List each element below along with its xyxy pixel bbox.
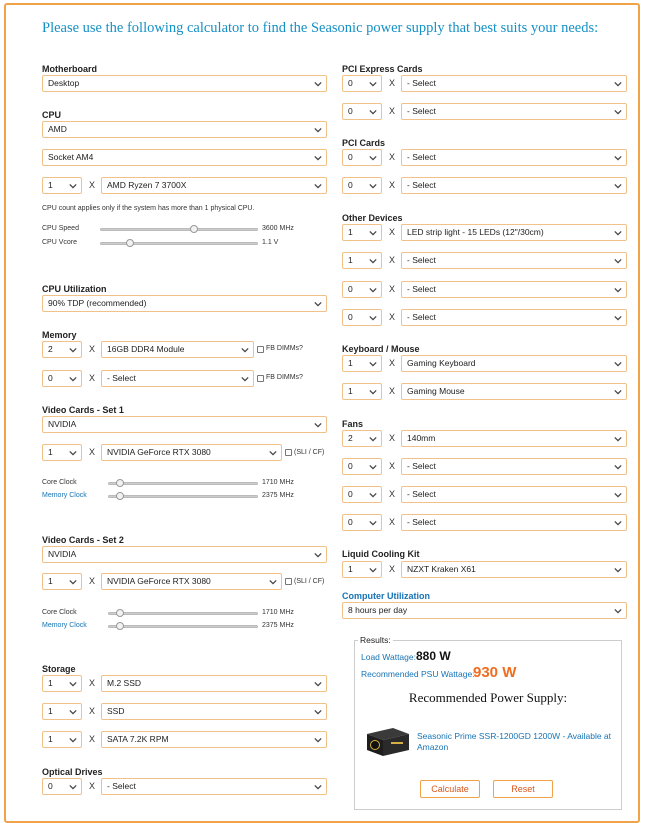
storage-count-value: 1 <box>48 678 53 688</box>
chevron-down-icon <box>314 154 322 162</box>
motherboard-select[interactable] <box>42 75 327 92</box>
times-separator: X <box>89 576 96 586</box>
cpu-socket-value: Socket AM4 <box>48 152 94 162</box>
times-separator: X <box>89 373 96 383</box>
video-set2-count-value: 1 <box>48 576 53 586</box>
chevron-down-icon <box>314 421 322 429</box>
video-set1-count-select[interactable] <box>42 444 82 461</box>
chevron-down-icon <box>369 286 377 294</box>
times-separator: X <box>389 433 396 443</box>
chevron-down-icon <box>614 360 622 368</box>
video-set1-model-value: NVIDIA GeForce RTX 3080 <box>107 447 211 457</box>
memory-clock-slider[interactable] <box>108 625 258 628</box>
core-clock-label: Core Clock <box>42 609 77 616</box>
cpu-count-note: CPU count applies only if the system has more than 1 physical CPU. <box>42 205 255 212</box>
recommended-power-supply-title: Recommended Power Supply: <box>408 690 568 705</box>
optical-count-select[interactable] <box>42 778 82 795</box>
chevron-down-icon <box>614 257 622 265</box>
storage-type-value: M.2 SSD <box>107 678 142 688</box>
chevron-down-icon <box>69 708 77 716</box>
pcie-card-value: - Select <box>407 106 436 116</box>
slider-handle[interactable] <box>116 622 124 630</box>
liquid-cooling-select[interactable] <box>401 561 627 578</box>
storage-type-select[interactable] <box>101 731 327 748</box>
chevron-down-icon <box>314 783 322 791</box>
chevron-down-icon <box>69 680 77 688</box>
pci-count-select[interactable] <box>342 149 382 166</box>
other-device-value: - Select <box>407 312 436 322</box>
sli-cf-label: (SLI / CF) <box>294 449 325 456</box>
core-clock-label: Core Clock <box>42 479 77 486</box>
kbm-count-value: 1 <box>348 358 353 368</box>
load-wattage-value: 880 W <box>416 649 451 663</box>
cpu-speed-slider[interactable] <box>100 228 258 231</box>
times-separator: X <box>389 152 396 162</box>
video-set1-brand-select[interactable] <box>42 416 327 433</box>
memory-count-value: 2 <box>48 344 53 354</box>
cpu-utilization-value: 90% TDP (recommended) <box>48 298 147 308</box>
other-device-select[interactable] <box>401 281 627 298</box>
chevron-down-icon <box>614 566 622 574</box>
video-set1-count-value: 1 <box>48 447 53 457</box>
fan-size-value: - Select <box>407 517 436 527</box>
computer-utilization-select[interactable] <box>342 602 627 619</box>
pci-cards-label: PCI Cards <box>342 138 386 148</box>
chevron-down-icon <box>614 229 622 237</box>
times-separator: X <box>389 312 396 322</box>
other-device-value: - Select <box>407 255 436 265</box>
slider-handle[interactable] <box>190 225 198 233</box>
other-device-select[interactable] <box>401 224 627 241</box>
chevron-down-icon <box>369 154 377 162</box>
storage-type-select[interactable] <box>101 675 327 692</box>
pci-count-select[interactable] <box>342 177 382 194</box>
cpu-vcore-slider[interactable] <box>100 242 258 245</box>
video-set1-brand-value: NVIDIA <box>48 419 77 429</box>
storage-type-value: SSD <box>107 706 125 716</box>
liquid-cooling-label: Liquid Cooling Kit <box>342 549 420 559</box>
storage-type-select[interactable] <box>101 703 327 720</box>
cpu-utilization-select[interactable] <box>42 295 327 312</box>
liquid-count-value: 1 <box>348 564 353 574</box>
chevron-down-icon <box>614 388 622 396</box>
computer-utilization-label: Computer Utilization <box>342 591 430 601</box>
chevron-down-icon <box>369 80 377 88</box>
kbm-count-select[interactable] <box>342 355 382 372</box>
chevron-down-icon <box>269 449 277 457</box>
sli-cf-label: (SLI / CF) <box>294 578 325 585</box>
memory-label: Memory <box>42 330 77 340</box>
chevron-down-icon <box>614 519 622 527</box>
sli-cf-checkbox[interactable] <box>285 449 292 456</box>
chevron-down-icon <box>614 607 622 615</box>
times-separator: X <box>389 106 396 116</box>
chevron-down-icon <box>369 360 377 368</box>
fb-dimms-label: FB DIMMs? <box>266 345 303 352</box>
times-separator: X <box>89 180 96 190</box>
psu-product-image[interactable] <box>363 720 411 760</box>
chevron-down-icon <box>369 182 377 190</box>
mouse-select[interactable] <box>401 383 627 400</box>
pci-count-value: 0 <box>348 152 353 162</box>
times-separator: X <box>89 678 96 688</box>
optical-type-select[interactable] <box>101 778 327 795</box>
liquid-count-select[interactable] <box>342 561 382 578</box>
chevron-down-icon <box>241 346 249 354</box>
video-set1-model-select[interactable] <box>101 444 282 461</box>
times-separator: X <box>89 447 96 457</box>
chevron-down-icon <box>69 578 77 586</box>
slider-handle[interactable] <box>116 609 124 617</box>
fan-count-value: 0 <box>348 461 353 471</box>
chevron-down-icon <box>314 680 322 688</box>
other-count-value: 0 <box>348 284 353 294</box>
pcie-count-value: 0 <box>348 106 353 116</box>
fan-count-value: 0 <box>348 517 353 527</box>
chevron-down-icon <box>69 783 77 791</box>
pci-card-select[interactable] <box>401 177 627 194</box>
memory-count-value: 0 <box>48 373 53 383</box>
chevron-down-icon <box>269 578 277 586</box>
storage-count-select[interactable] <box>42 703 82 720</box>
liquid-cooling-value: NZXT Kraken X61 <box>407 564 476 574</box>
video-set2-model-select[interactable] <box>101 573 282 590</box>
cpu-vcore-label: CPU Vcore <box>42 239 78 246</box>
other-count-select[interactable] <box>342 252 382 269</box>
keyboard-select[interactable] <box>401 355 627 372</box>
motherboard-label: Motherboard <box>42 64 97 74</box>
pcie-count-select[interactable] <box>342 75 382 92</box>
fan-size-select[interactable] <box>401 514 627 531</box>
psu-product-icon <box>363 720 411 760</box>
fan-count-select[interactable] <box>342 430 382 447</box>
page-heading: Please use the following calculator to find the Seasonic power supply that best suits your needs: <box>42 20 599 36</box>
chevron-down-icon <box>69 182 77 190</box>
chevron-down-icon <box>314 182 322 190</box>
cpu-socket-select[interactable] <box>42 149 327 166</box>
other-count-select[interactable] <box>342 309 382 326</box>
chevron-down-icon <box>614 463 622 471</box>
other-count-value: 1 <box>348 255 353 265</box>
other-device-value: - Select <box>407 284 436 294</box>
chevron-down-icon <box>369 566 377 574</box>
other-count-select[interactable] <box>342 224 382 241</box>
pcie-card-value: - Select <box>407 78 436 88</box>
pci-card-select[interactable] <box>401 149 627 166</box>
chevron-down-icon <box>369 519 377 527</box>
chevron-down-icon <box>369 314 377 322</box>
core-clock-value: 1710 MHz <box>262 479 294 486</box>
chevron-down-icon <box>69 375 77 383</box>
times-separator: X <box>389 255 396 265</box>
chevron-down-icon <box>314 551 322 559</box>
storage-label: Storage <box>42 664 76 674</box>
times-separator: X <box>389 358 396 368</box>
fan-count-select[interactable] <box>342 514 382 531</box>
pcie-count-value: 0 <box>348 78 353 88</box>
times-separator: X <box>389 284 396 294</box>
chevron-down-icon <box>314 80 322 88</box>
fan-size-select[interactable] <box>401 486 627 503</box>
memory-module-value: - Select <box>107 373 136 383</box>
other-count-value: 1 <box>348 227 353 237</box>
fan-size-select[interactable] <box>401 458 627 475</box>
fan-count-value: 2 <box>348 433 353 443</box>
fb-dimms-label: FB DIMMs? <box>266 374 303 381</box>
chevron-down-icon <box>369 229 377 237</box>
chevron-down-icon <box>369 463 377 471</box>
computer-utilization-value: 8 hours per day <box>348 605 408 615</box>
memory-clock-value: 2375 MHz <box>262 492 294 499</box>
fan-size-value: - Select <box>407 461 436 471</box>
times-separator: X <box>389 78 396 88</box>
chevron-down-icon <box>314 300 322 308</box>
times-separator: X <box>89 344 96 354</box>
memory-count-select[interactable] <box>42 370 82 387</box>
storage-count-select[interactable] <box>42 731 82 748</box>
times-separator: X <box>389 489 396 499</box>
chevron-down-icon <box>614 491 622 499</box>
video-set2-brand-select[interactable] <box>42 546 327 563</box>
chevron-down-icon <box>69 346 77 354</box>
pcie-count-select[interactable] <box>342 103 382 120</box>
times-separator: X <box>389 517 396 527</box>
load-wattage-label: Load Wattage: <box>361 652 416 662</box>
fan-size-value: - Select <box>407 489 436 499</box>
keyboard-mouse-label: Keyboard / Mouse <box>342 344 420 354</box>
video-set2-model-value: NVIDIA GeForce RTX 3080 <box>107 576 211 586</box>
chevron-down-icon <box>369 491 377 499</box>
other-devices-label: Other Devices <box>342 213 403 223</box>
storage-count-select[interactable] <box>42 675 82 692</box>
chevron-down-icon <box>369 257 377 265</box>
times-separator: X <box>89 781 96 791</box>
memory-module-select[interactable] <box>101 370 254 387</box>
cpu-brand-value: AMD <box>48 124 67 134</box>
fan-count-value: 0 <box>348 489 353 499</box>
cpu-brand-select[interactable] <box>42 121 327 138</box>
memory-clock-label: Memory Clock <box>42 492 87 499</box>
core-clock-slider[interactable] <box>108 612 258 615</box>
cpu-count-select[interactable] <box>42 177 82 194</box>
reset-button[interactable]: Reset <box>493 780 553 798</box>
mouse-value: Gaming Mouse <box>407 386 465 396</box>
optical-drives-label: Optical Drives <box>42 767 103 777</box>
other-count-select[interactable] <box>342 281 382 298</box>
cpu-model-value: AMD Ryzen 7 3700X <box>107 180 187 190</box>
video-set1-label: Video Cards - Set 1 <box>42 405 124 415</box>
chevron-down-icon <box>614 108 622 116</box>
cpu-label: CPU <box>42 110 62 120</box>
storage-type-value: SATA 7.2K RPM <box>107 734 169 744</box>
times-separator: X <box>389 180 396 190</box>
chevron-down-icon <box>314 126 322 134</box>
pci-card-value: - Select <box>407 180 436 190</box>
video-set2-count-select[interactable] <box>42 573 82 590</box>
cpu-utilization-label: CPU Utilization <box>42 284 107 294</box>
cpu-vcore-value: 1.1 V <box>262 239 279 246</box>
fans-label: Fans <box>342 419 364 429</box>
kbm-count-value: 1 <box>348 386 353 396</box>
psu-product-link[interactable]: Seasonic Prime SSR-1200GD 1200W - Available at Amazon <box>417 731 612 752</box>
optical-count-value: 0 <box>48 781 53 791</box>
chevron-down-icon <box>614 80 622 88</box>
other-device-select[interactable] <box>401 252 627 269</box>
pcie-card-select[interactable] <box>401 75 627 92</box>
core-clock-slider[interactable] <box>108 482 258 485</box>
times-separator: X <box>89 734 96 744</box>
memory-clock-label: Memory Clock <box>42 622 87 629</box>
cpu-speed-value: 3600 MHz <box>262 225 294 232</box>
chevron-down-icon <box>69 736 77 744</box>
pci-card-value: - Select <box>407 152 436 162</box>
slider-handle[interactable] <box>116 479 124 487</box>
slider-handle[interactable] <box>116 492 124 500</box>
memory-clock-value: 2375 MHz <box>262 622 294 629</box>
storage-count-value: 1 <box>48 734 53 744</box>
chevron-down-icon <box>314 736 322 744</box>
core-clock-value: 1710 MHz <box>262 609 294 616</box>
calculate-button[interactable]: Calculate <box>420 780 480 798</box>
sli-cf-checkbox[interactable] <box>285 578 292 585</box>
kbm-count-select[interactable] <box>342 383 382 400</box>
memory-count-select[interactable] <box>42 341 82 358</box>
other-count-value: 0 <box>348 312 353 322</box>
results-legend: Results: <box>360 635 391 645</box>
chevron-down-icon <box>241 375 249 383</box>
motherboard-value: Desktop <box>48 78 80 88</box>
fb-dimms-checkbox[interactable] <box>257 346 264 353</box>
times-separator: X <box>389 386 396 396</box>
chevron-down-icon <box>369 388 377 396</box>
video-set2-brand-value: NVIDIA <box>48 549 77 559</box>
fan-size-select[interactable] <box>401 430 627 447</box>
video-set2-label: Video Cards - Set 2 <box>42 535 124 545</box>
memory-module-select[interactable] <box>101 341 254 358</box>
chevron-down-icon <box>369 435 377 443</box>
fan-count-select[interactable] <box>342 486 382 503</box>
chevron-down-icon <box>369 108 377 116</box>
times-separator: X <box>389 564 396 574</box>
recommended-psu-label: Recommended PSU Wattage: <box>361 669 475 679</box>
pcie-card-select[interactable] <box>401 103 627 120</box>
storage-count-value: 1 <box>48 706 53 716</box>
cpu-speed-label: CPU Speed <box>42 225 79 232</box>
chevron-down-icon <box>69 449 77 457</box>
pcie-cards-label: PCI Express Cards <box>342 64 423 74</box>
memory-clock-slider[interactable] <box>108 495 258 498</box>
chevron-down-icon <box>614 182 622 190</box>
optical-type-value: - Select <box>107 781 136 791</box>
chevron-down-icon <box>614 154 622 162</box>
keyboard-value: Gaming Keyboard <box>407 358 476 368</box>
chevron-down-icon <box>614 435 622 443</box>
fan-size-value: 140mm <box>407 433 436 443</box>
memory-module-value: 16GB DDR4 Module <box>107 344 185 354</box>
cpu-model-select[interactable] <box>101 177 327 194</box>
times-separator: X <box>389 227 396 237</box>
fb-dimms-checkbox[interactable] <box>257 375 264 382</box>
chevron-down-icon <box>314 708 322 716</box>
chevron-down-icon <box>614 286 622 294</box>
recommended-psu-value: 930 W <box>473 664 517 681</box>
chevron-down-icon <box>614 314 622 322</box>
other-device-select[interactable] <box>401 309 627 326</box>
times-separator: X <box>89 706 96 716</box>
cpu-count-value: 1 <box>48 180 53 190</box>
times-separator: X <box>389 461 396 471</box>
fan-count-select[interactable] <box>342 458 382 475</box>
pci-count-value: 0 <box>348 180 353 190</box>
other-device-value: LED strip light - 15 LEDs (12"/30cm) <box>407 227 544 237</box>
